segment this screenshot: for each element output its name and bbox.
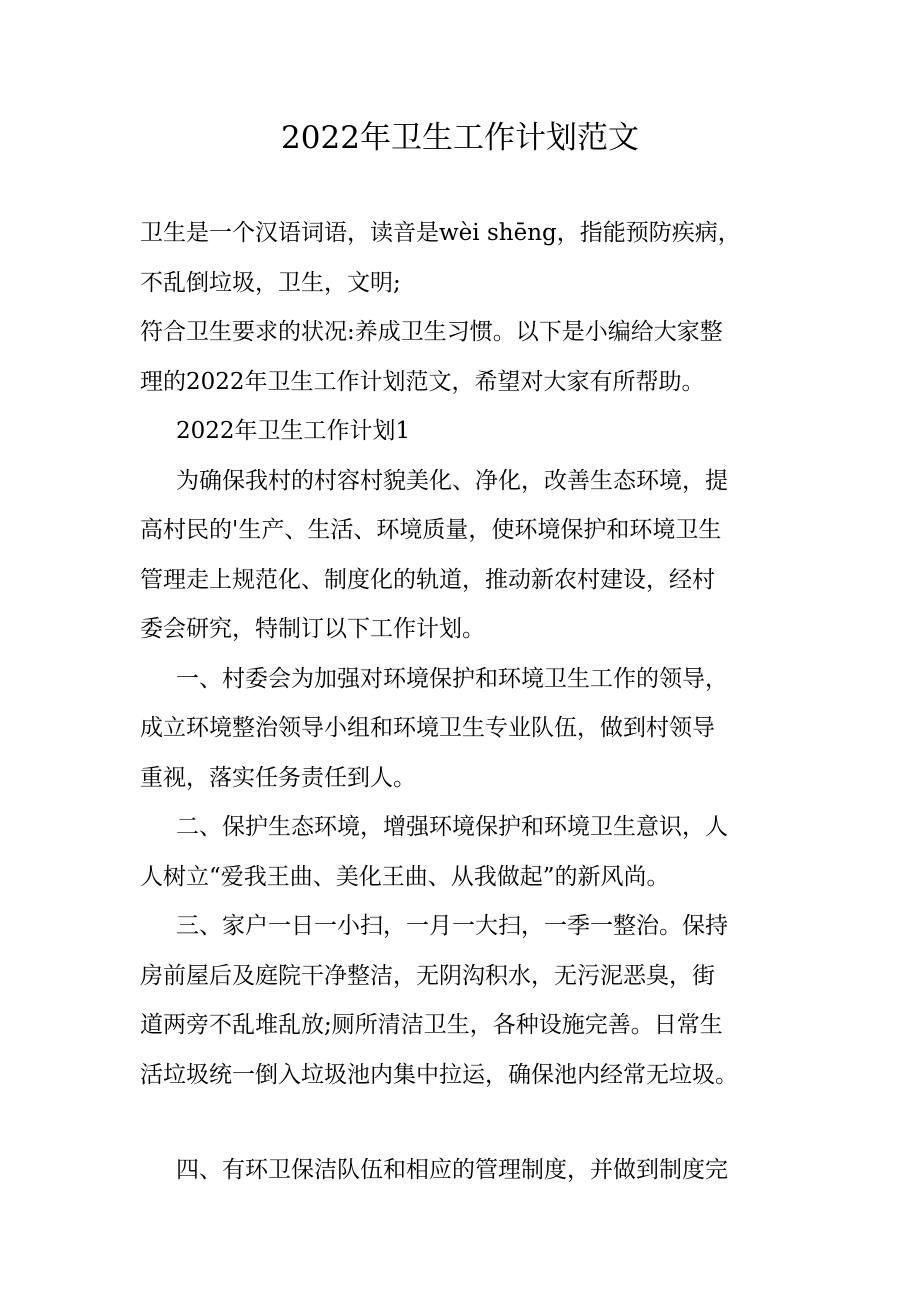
- paragraph-line: 高村民的'生产、生活、环境质量，使环境保护和环境卫生: [140, 517, 722, 543]
- paragraph-line: 一、村委会为加强对环境保护和环境卫生工作的领导，: [176, 665, 728, 692]
- paragraph-line: 三、家户一日一小扫，一月一大扫，一季一整治。保持: [176, 913, 728, 939]
- paragraph-line: 理的2022年卫生工作计划范文，希望对大家有所帮助。: [140, 368, 705, 395]
- paragraph-line: 房前屋后及庭院干净整洁，无阴沟积水，无污泥恶臭，街: [140, 962, 715, 989]
- paragraph-line: 为确保我村的村容村貌美化、净化，改善生态环境，提: [176, 467, 728, 494]
- paragraph-line: 符合卫生要求的状况:养成卫生习惯。以下是小编给大家整: [140, 319, 723, 345]
- paragraph-line: 重视，落实任务责任到人。: [140, 764, 416, 791]
- paragraph-line: 成立环境整治领导小组和环境卫生专业队伍，做到村领导: [140, 715, 715, 741]
- paragraph-line: 活垃圾统一倒入垃圾池内集中拉运，确保池内经常无垃圾。: [140, 1061, 738, 1088]
- paragraph-line: 道两旁不乱堆乱放;厕所清洁卫生，各种设施完善。日常生: [140, 1012, 723, 1038]
- paragraph-line: 管理走上规范化、制度化的轨道，推动新农村建设，经村: [140, 566, 715, 593]
- paragraph-gap: [140, 1100, 780, 1146]
- paragraph-line: 二、保护生态环境，增强环境保护和环境卫生意识，人: [176, 814, 728, 840]
- paragraph-line: 四、有环卫保洁队伍和相应的管理制度，并做到制度完: [176, 1157, 728, 1183]
- document-body: [140, 209, 780, 1196]
- paragraph-line: 卫生是一个汉语词语，读音是wèi shēng，指能预防疾病，: [140, 220, 741, 246]
- paragraph-line: 委会研究，特制订以下工作计划。: [140, 616, 485, 642]
- section-heading: 2022年卫生工作计划1: [176, 418, 411, 444]
- paragraph-line: 不乱倒垃圾，卫生，文明;: [140, 269, 401, 296]
- document-title: 2022年卫生工作计划范文: [281, 120, 639, 156]
- paragraph-line: 人树立“爱我王曲、美化王曲、从我做起”的新风尚。: [140, 863, 670, 890]
